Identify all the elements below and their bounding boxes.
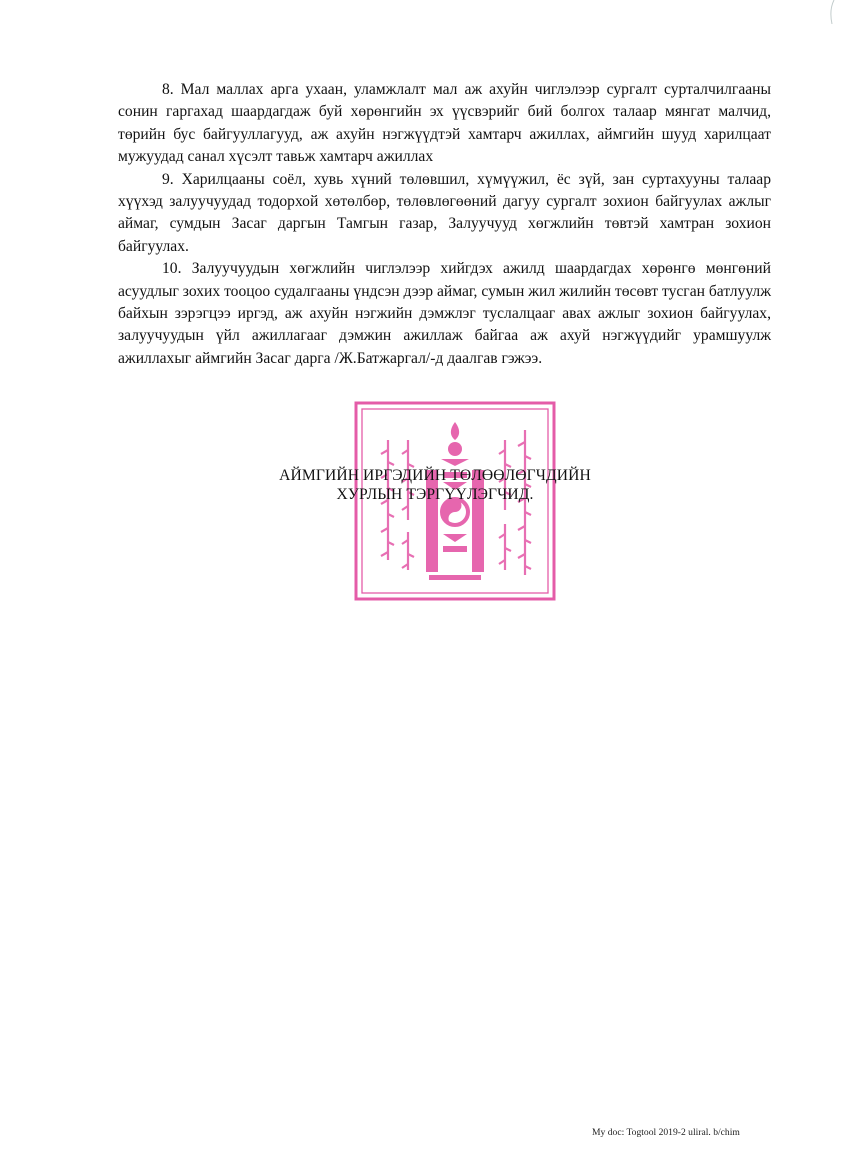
paragraph-9: 9. Харилцааны соёл, хувь хүний төлөвшил, хүмүүжил, ёс зүй, зан суртахууны талаар хүүхэд залуучуудад тодорхой хөтөлбөр, төлөвлөгөөний дагуу сургалт зохион байгуулах ажлыг аймаг, сумдын Засаг даргын Тамгын газар, Залуучууд хөгжлийн төвтэй хамтран зохион байгуулах. (118, 170, 771, 255)
paragraph-8: 8. Мал маллах арга ухаан, уламжлалт мал аж ахуйн чиглэлээр сургалт сурталчилгааны сонин гаргахад шаардагдаж буй хөрөнгийн эх үүсвэрийг бий болгох талаар мянгат малчид, төрийн бус байгууллагууд, аж ахуйн нэгжүүдтэй хамтарч ажиллах, аймгийн шууд харилцаат мужуудад санал хүсэлт тавьж хамтарч ажиллах (118, 81, 771, 166)
signature-title-line-2: ХУРЛЫН ТЭРГҮҮЛЭГЧИД. (336, 486, 534, 503)
signature-block (230, 466, 640, 504)
footer-file-note: My doc: Togtool 2019-2 uliral. b/chim (592, 1127, 740, 1138)
resolution-body (118, 79, 771, 370)
scan-edge-mark (824, 0, 838, 24)
signature-title-line-1: АЙМГИЙН ИРГЭДИЙН ТӨЛӨӨЛӨГЧДИЙН (279, 467, 591, 484)
paragraph-10: 10. Залуучуудын хөгжлийн чиглэлээр хийгдэх ажилд шаардагдах хөрөнгө мөнгөний асуудлыг зохих тооцоо судалгааны үндсэн дээр аймаг, сумын жил жилийн төсөвт тусган батлуулж байхын зэрэгцээ иргэд, аж ахуйн нэгжийн дэмжлэг туслалцааг авах ажлыг зохион байгуулах, залуучуудын үйл ажиллагааг дэмжин ажиллаж байгаа аж ахуй нэгжүүдийг урамшуулж ажиллахыг аймгийн Засаг дарга /Ж.Батжаргал/-д даалгав гэжээ. (118, 260, 771, 367)
